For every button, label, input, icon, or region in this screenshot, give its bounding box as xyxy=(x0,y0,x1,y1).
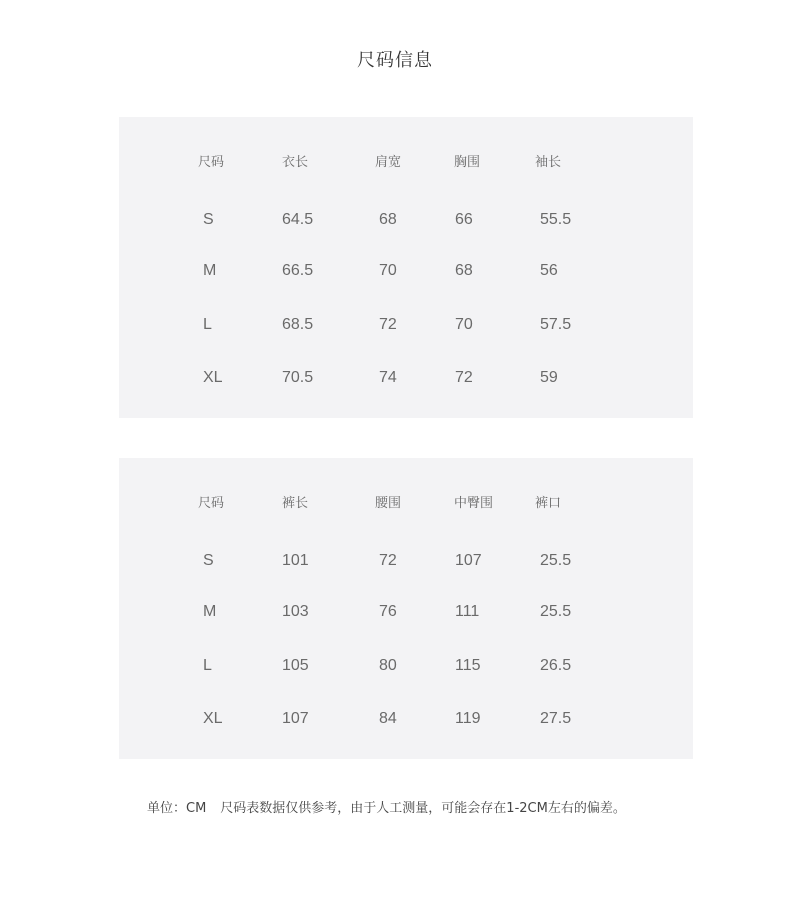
table-cell: 64.5 xyxy=(282,211,314,228)
table-cell: 107 xyxy=(282,710,309,727)
table-cell: 80 xyxy=(379,657,397,674)
table-cell: 66.5 xyxy=(282,262,314,279)
table-cell: XL xyxy=(203,710,223,727)
table-cell: 105 xyxy=(282,657,309,674)
pants-size-table xyxy=(119,458,693,759)
table-cell: 66 xyxy=(455,211,473,228)
header-sleeve: 袖长 xyxy=(535,155,562,170)
table-cell: 59 xyxy=(540,369,558,386)
table-cell: 55.5 xyxy=(540,211,572,228)
measurement-note xyxy=(147,797,626,816)
header-shoulder: 肩宽 xyxy=(375,155,402,170)
header-chest: 胸围 xyxy=(454,155,481,170)
table-cell: 70 xyxy=(455,316,473,333)
table-cell: 72 xyxy=(379,552,397,569)
table-cell: L xyxy=(203,316,212,333)
table-cell: 70.5 xyxy=(282,369,314,386)
table-cell: 72 xyxy=(455,369,473,386)
table-cell: M xyxy=(203,262,217,279)
table-cell: 27.5 xyxy=(540,710,572,727)
table-cell: XL xyxy=(203,369,223,386)
table-cell: 70 xyxy=(379,262,397,279)
header-leg-opening: 裤口 xyxy=(535,496,562,511)
table-cell: 56 xyxy=(540,262,558,279)
header-pant-length: 裤长 xyxy=(282,496,309,511)
table-cell: 68 xyxy=(455,262,473,279)
header-waist: 腰围 xyxy=(375,496,402,511)
table-cell: 111 xyxy=(455,603,480,620)
table-cell: M xyxy=(203,603,217,620)
tops-size-table xyxy=(119,117,693,418)
table-cell: 101 xyxy=(282,552,309,569)
table-cell: 57.5 xyxy=(540,316,572,333)
unit-label: 单位：CM xyxy=(147,801,207,816)
table-cell: L xyxy=(203,657,212,674)
header-size: 尺码 xyxy=(198,496,225,511)
table-cell: 115 xyxy=(455,657,481,674)
page-title: 尺码信息 xyxy=(357,50,433,71)
table-cell: 74 xyxy=(379,369,397,386)
header-size: 尺码 xyxy=(198,155,225,170)
header-hip: 中臀围 xyxy=(454,496,494,511)
table-cell: 119 xyxy=(455,710,481,727)
table-cell: 26.5 xyxy=(540,657,572,674)
table-cell: 72 xyxy=(379,316,397,333)
disclaimer-text: 尺码表数据仅供参考，由于人工测量，可能会存在1-2CM左右的偏差。 xyxy=(220,801,626,816)
table-cell: 25.5 xyxy=(540,552,572,569)
table-cell: 84 xyxy=(379,710,397,727)
table-cell: 25.5 xyxy=(540,603,572,620)
table-cell: 107 xyxy=(455,552,482,569)
table-cell: 103 xyxy=(282,603,309,620)
table-cell: S xyxy=(203,211,214,228)
table-cell: 68 xyxy=(379,211,397,228)
table-cell: 68.5 xyxy=(282,316,314,333)
table-cell: S xyxy=(203,552,214,569)
header-length: 衣长 xyxy=(282,155,309,170)
table-cell: 76 xyxy=(379,603,397,620)
